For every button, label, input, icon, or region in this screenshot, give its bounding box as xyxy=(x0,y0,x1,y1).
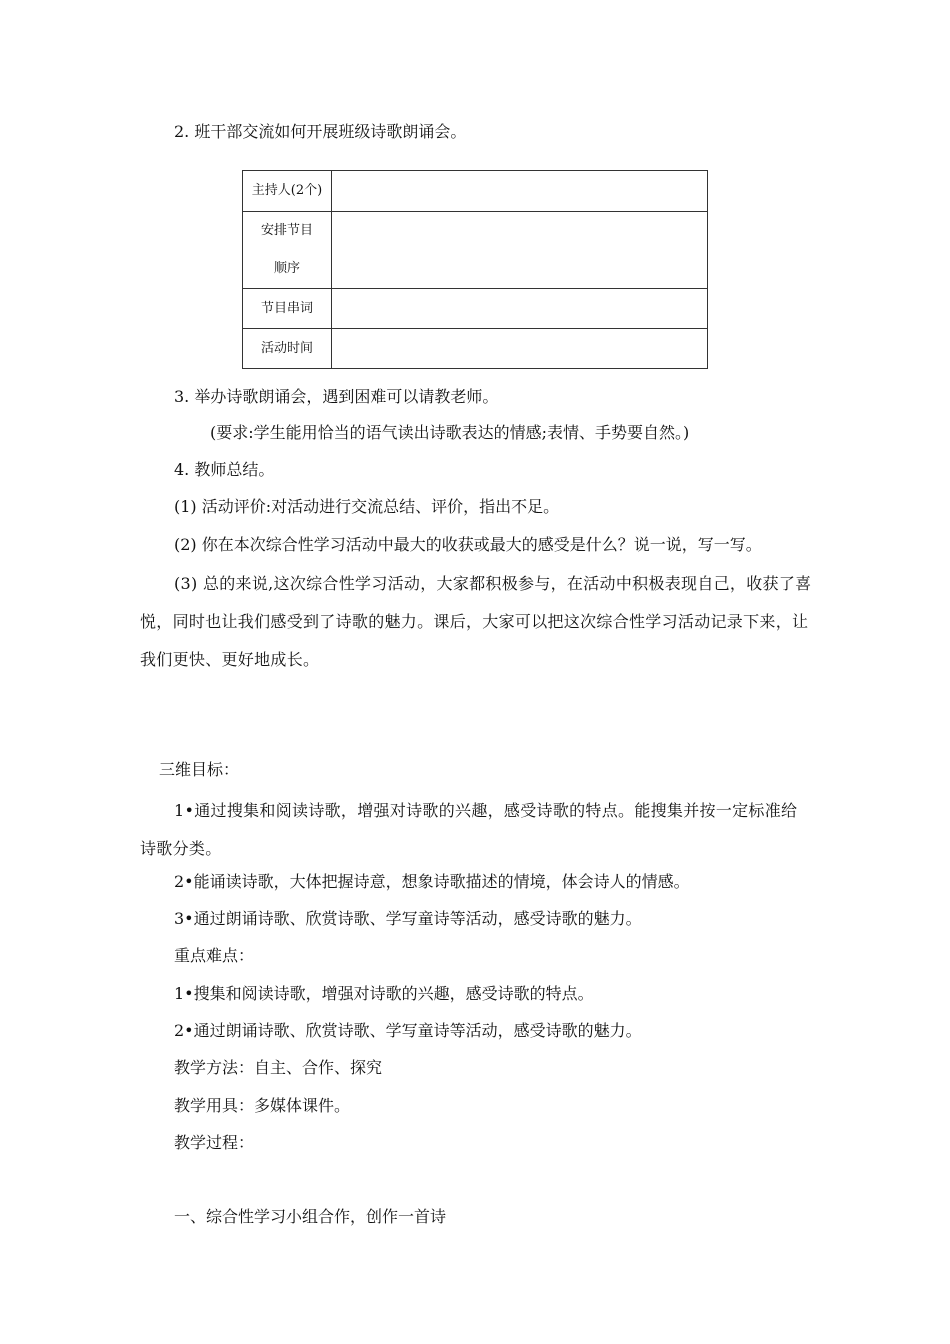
goal-item-3: 3•通过朗诵诗歌、欣赏诗歌、学写童诗等活动，感受诗歌的魅力。 xyxy=(174,909,642,928)
table-row-label: 主持人(2个) xyxy=(243,171,332,212)
summary-item-1: (1) 活动评价:对活动进行交流总结、评价，指出不足。 xyxy=(174,497,560,516)
keypoint-item-1: 1•搜集和阅读诗歌，增强对诗歌的兴趣，感受诗歌的特点。 xyxy=(174,984,594,1003)
table-row xyxy=(243,171,708,212)
keypoints-title: 重点难点： xyxy=(174,946,255,965)
requirement-text: (要求:学生能用恰当的语气读出诗歌表达的情感;表情、手势要自然。) xyxy=(210,423,690,442)
table-row-label: 节目串词 xyxy=(243,289,332,329)
teaching-process-title: 教学过程： xyxy=(174,1133,255,1152)
table-row xyxy=(243,289,708,329)
activity-plan-table xyxy=(242,170,708,369)
goal-item-1: 1•通过搜集和阅读诗歌，增强对诗歌的兴趣，感受诗歌的特点。能搜集并按一定标准给诗歌分类。 xyxy=(140,801,798,858)
table-row-value xyxy=(332,212,708,289)
goals-title: 三维目标： xyxy=(159,760,240,779)
table-row-value xyxy=(332,289,708,329)
teaching-method: 教学方法：自主、合作、探究 xyxy=(174,1058,383,1077)
table-row-label: 安排节目顺序 xyxy=(243,212,332,289)
part1-heading: 一、综合性学习小组合作，创作一首诗 xyxy=(174,1207,447,1226)
table-row xyxy=(243,212,708,289)
step4-text: 4. 教师总结。 xyxy=(174,460,275,479)
step3-text: 3. 举办诗歌朗诵会，遇到困难可以请教老师。 xyxy=(174,387,499,406)
table-row-label: 活动时间 xyxy=(243,329,332,369)
teaching-tools: 教学用具：多媒体课件。 xyxy=(174,1096,351,1115)
table-row-value xyxy=(332,329,708,369)
keypoint-item-2: 2•通过朗诵诗歌、欣赏诗歌、学写童诗等活动，感受诗歌的魅力。 xyxy=(174,1021,642,1040)
section2-heading: 2. 班干部交流如何开展班级诗歌朗诵会。 xyxy=(174,122,467,141)
summary-item-3: (3) 总的来说,这次综合性学习活动，大家都积极参与，在活动中积极表现自己，收获了喜悦，同时也让我们感受到了诗歌的魅力。课后，大家可以把这次综合性学习活动记录下来，让我们更快、更好地成长。 xyxy=(140,574,812,669)
table-row xyxy=(243,329,708,369)
table-row-value xyxy=(332,171,708,212)
summary-item-2: (2) 你在本次综合性学习活动中最大的收获或最大的感受是什么？说一说，写一写。 xyxy=(174,535,762,554)
goal-item-2: 2•能诵读诗歌，大体把握诗意，想象诗歌描述的情境，体会诗人的情感。 xyxy=(174,872,690,891)
